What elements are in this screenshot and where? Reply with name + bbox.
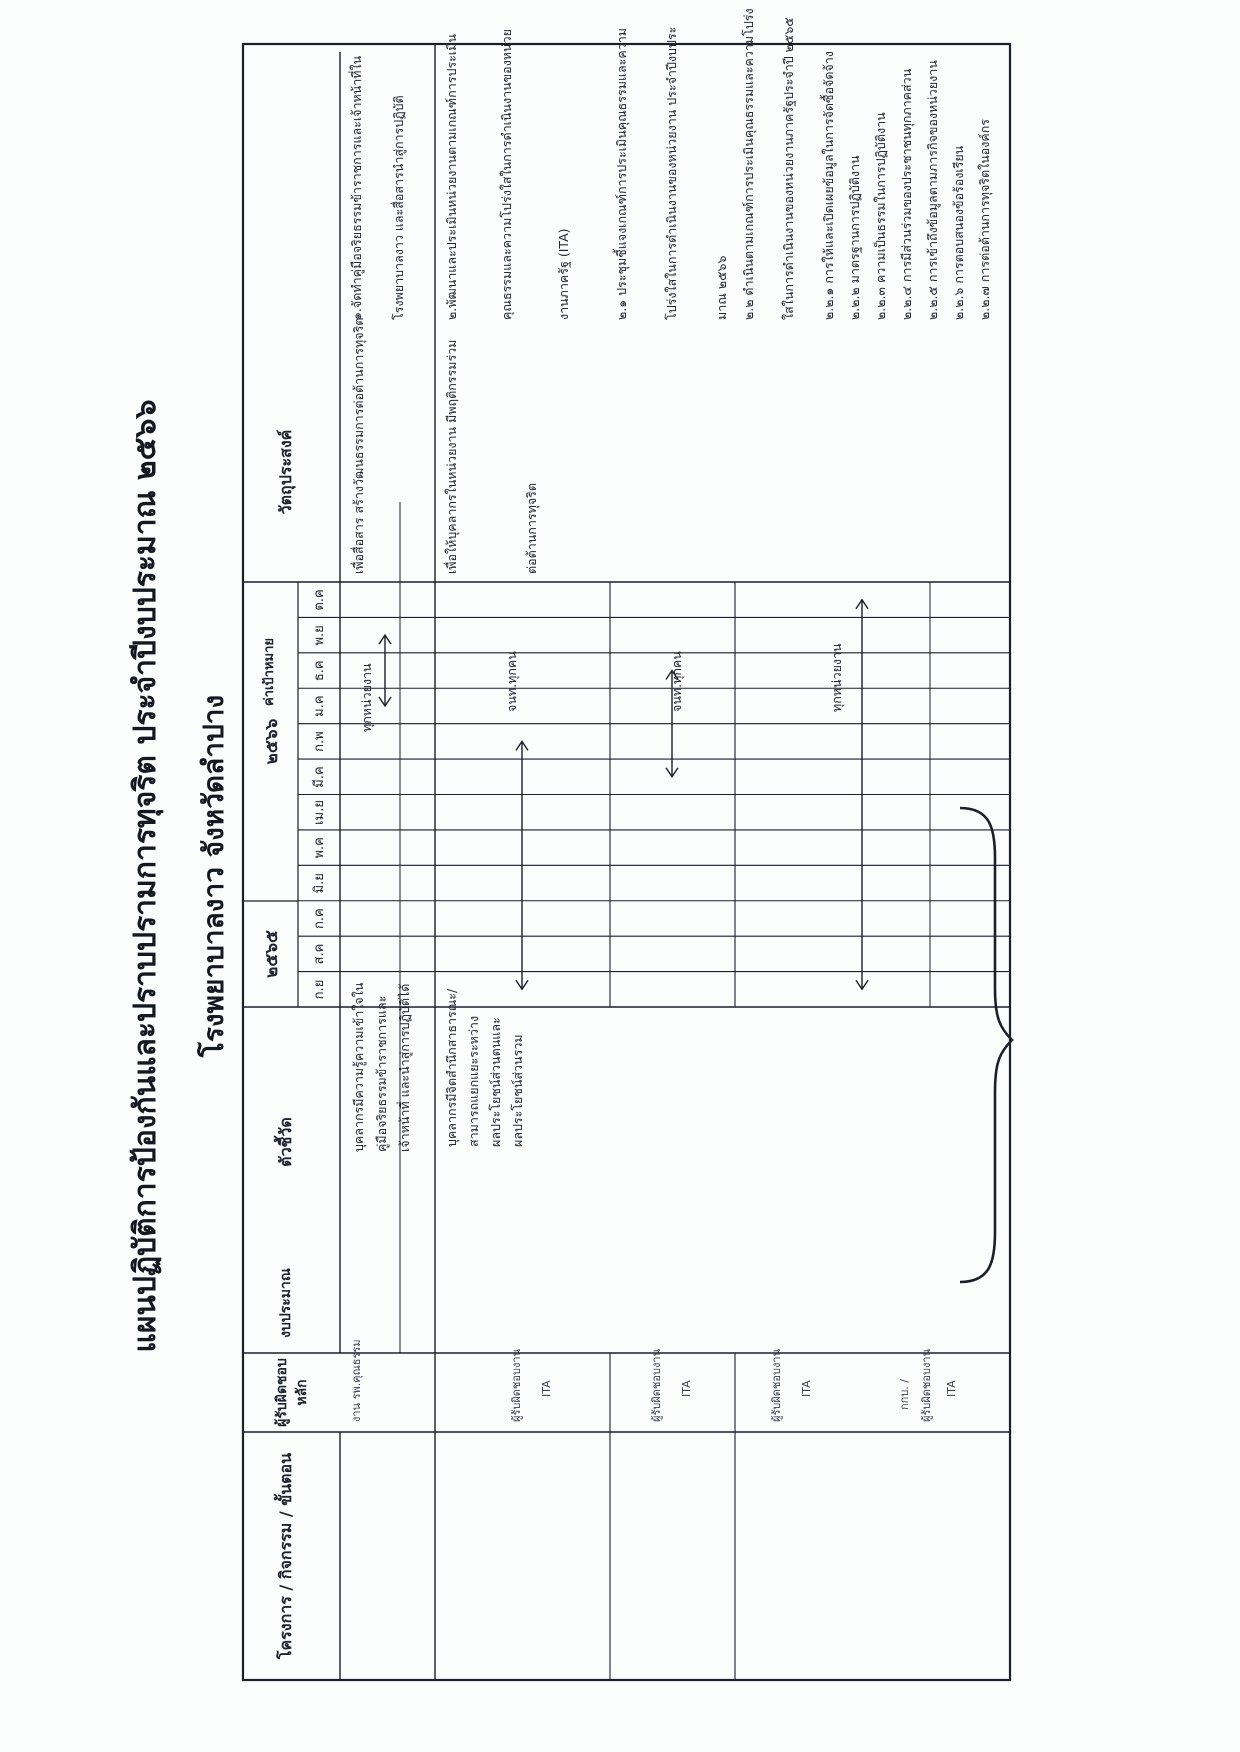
header-objective: วัตถุประสงค์ <box>276 429 295 515</box>
r22-sub-item: ๒.๒.๖ การตอบสนองข้อร้องเรียน <box>951 145 966 320</box>
month-label: ก.ย <box>312 979 327 1000</box>
curly-brace <box>960 808 1012 1282</box>
r2-project-3: งานภาครัฐ (ITA) <box>556 228 571 320</box>
month-label: เม.ย <box>312 800 327 825</box>
month-label: พ.ย <box>312 625 327 646</box>
r21-owner-2: ITA <box>680 1380 693 1397</box>
r1-owner: งาน รพ.คุณธรรม <box>350 1339 363 1422</box>
month-label: ม.ค <box>312 695 327 717</box>
month-label: ก.ค <box>312 908 327 930</box>
r22-sub-item: ๒.๒.๗ การต่อต้านการทุจริตในองค์กร <box>977 118 992 320</box>
r21-target: จนท.ทุกคน <box>669 651 684 712</box>
r2-target: จนท.ทุกคน <box>504 651 519 712</box>
page-title: แผนปฏิบัติการป้องกันและปราบปรามการทุจริต ประจำปีงบประมาณ ๒๕๖๖ <box>128 399 163 1353</box>
r21-project-3: มาณ ๒๕๖๖ <box>714 255 729 320</box>
header-year-2566: ๒๕๖๖ <box>262 718 282 765</box>
r1-target: ทุกหน่วยงาน <box>359 663 374 732</box>
r22-sub-item: ๒.๒.๓ ความเป็นธรรมในการปฏิบัติงาน <box>873 112 888 320</box>
r2-objective-2: ต่อต้านการทุจริต <box>524 482 539 574</box>
r1-project-1: ๑.จัดทำคู่มือจริยธรรมข้าราชการและเจ้าหน้าที่ใน <box>349 55 364 320</box>
header-indicator: ตัวชี้วัด <box>276 1117 295 1167</box>
r22-sub-item: ๒.๒.๒ มาตรฐานการปฏิบัติงาน <box>847 155 862 320</box>
header-budget: งบประมาณ <box>278 1268 294 1338</box>
r2-indicator-1: บุคลากรมีจิตสำนึกสาธารณะ/ <box>444 988 459 1147</box>
r2-owner-2: ITA <box>540 1380 553 1397</box>
r22-owner-1: ผู้รับผิดชอบงาน <box>770 1348 783 1422</box>
r21-project-2: โปร่งใสในการดำเนินงานของหน่วยงาน ประจำปีงบประ <box>664 26 679 320</box>
header-project: โครงการ / กิจกรรม / ขั้นตอน <box>276 1452 295 1660</box>
header-year-2565: ๒๕๖๕ <box>262 930 282 978</box>
r22-owner-2: ITA <box>800 1380 813 1397</box>
month-label: ธ.ค <box>312 660 327 682</box>
r2-indicator-4: ผลประโยชน์ส่วนรวม <box>510 1034 525 1147</box>
month-label: มี.ค <box>312 766 327 788</box>
month-label: มิ.ย <box>312 873 327 894</box>
r1-indicator-3: เจ้าหน้าที่ และนำสู่การปฏิบัติได้ <box>397 983 412 1152</box>
r21-project-1: ๒.๑ ประชุมชี้แจงเกณฑ์การประเมินคุณธรรมและความ <box>614 27 629 320</box>
r2-indicator-2: สามารถแยกแยะระหว่าง <box>466 1015 481 1147</box>
r2-owner-1: ผู้รับผิดชอบงาน <box>510 1348 523 1422</box>
month-label: พ.ค <box>312 837 327 859</box>
r22-project-1: ๒.๒ ดำเนินตามเกณฑ์การประเมินคุณธรรมและความโปร่ง <box>741 8 756 320</box>
r1-indicator-1: บุคลากรมีความรู้ความเข้าใจใน <box>351 982 366 1152</box>
r22-project-2: ใสในการดำเนินงานของหน่วยงานภาครัฐประจำปี ๒๕๖๕ <box>781 17 796 320</box>
r22-sub-item: ๒.๒.๕ การเข้าถึงข้อมูลตามภารกิจของหน่วยงาน <box>925 60 940 320</box>
r22-owner2-2: ผู้รับผิดชอบงาน <box>920 1348 933 1422</box>
r22-owner2-3: ITA <box>945 1380 958 1397</box>
timeline-arrow <box>379 635 391 706</box>
header-target: ค่าเป้าหมาย <box>262 637 277 707</box>
r2-project-2: คุณธรรมและความโปร่งใสในการดำเนินงานของหน่วย <box>499 29 514 320</box>
r2-indicator-3: ผลประโยชน์ส่วนตนและ <box>488 1017 503 1147</box>
r22-owner2-1: กกบ. / <box>898 1378 911 1410</box>
r22-target: ทุกหน่วยงาน <box>829 643 844 712</box>
r22-sub-item: ๒.๒.๔ การมีส่วนร่วมของประชาชนทุกภาคส่วน <box>899 68 914 320</box>
r1-project-2: โรงพยาบาลงาว และสื่อสารนำสู่การปฏิบัติ <box>391 95 406 320</box>
r22-sub-item: ๒.๒.๑ การให้และเปิดเผยข้อมูลในการจัดซื้อจัดจ้าง <box>821 51 836 320</box>
month-label: ส.ค <box>312 943 327 965</box>
r21-owner-1: ผู้รับผิดชอบงาน <box>650 1348 663 1422</box>
header-owner: ผู้รับผิดชอบหลัก <box>274 1358 310 1427</box>
r1-objective: เพื่อสื่อสาร สร้างวัฒนธรรมการต่อต้านการทุจริต <box>351 317 366 574</box>
r2-project-1: ๒.พัฒนาและประเมินหน่วยงานตามเกณฑ์การประเมิน <box>444 34 459 320</box>
r1-indicator-2: คู่มือจริยธรรมข้าราชการและ <box>374 995 389 1152</box>
month-label: ต.ค <box>312 589 327 611</box>
page-subtitle: โรงพยาบาลงาว จังหวัดลำปาง <box>197 694 230 1058</box>
month-label: ก.พ <box>312 731 327 752</box>
r2-objective-1: เพื่อให้บุคลากรในหน่วยงาน มีพฤติกรรมร่วม <box>444 339 459 574</box>
